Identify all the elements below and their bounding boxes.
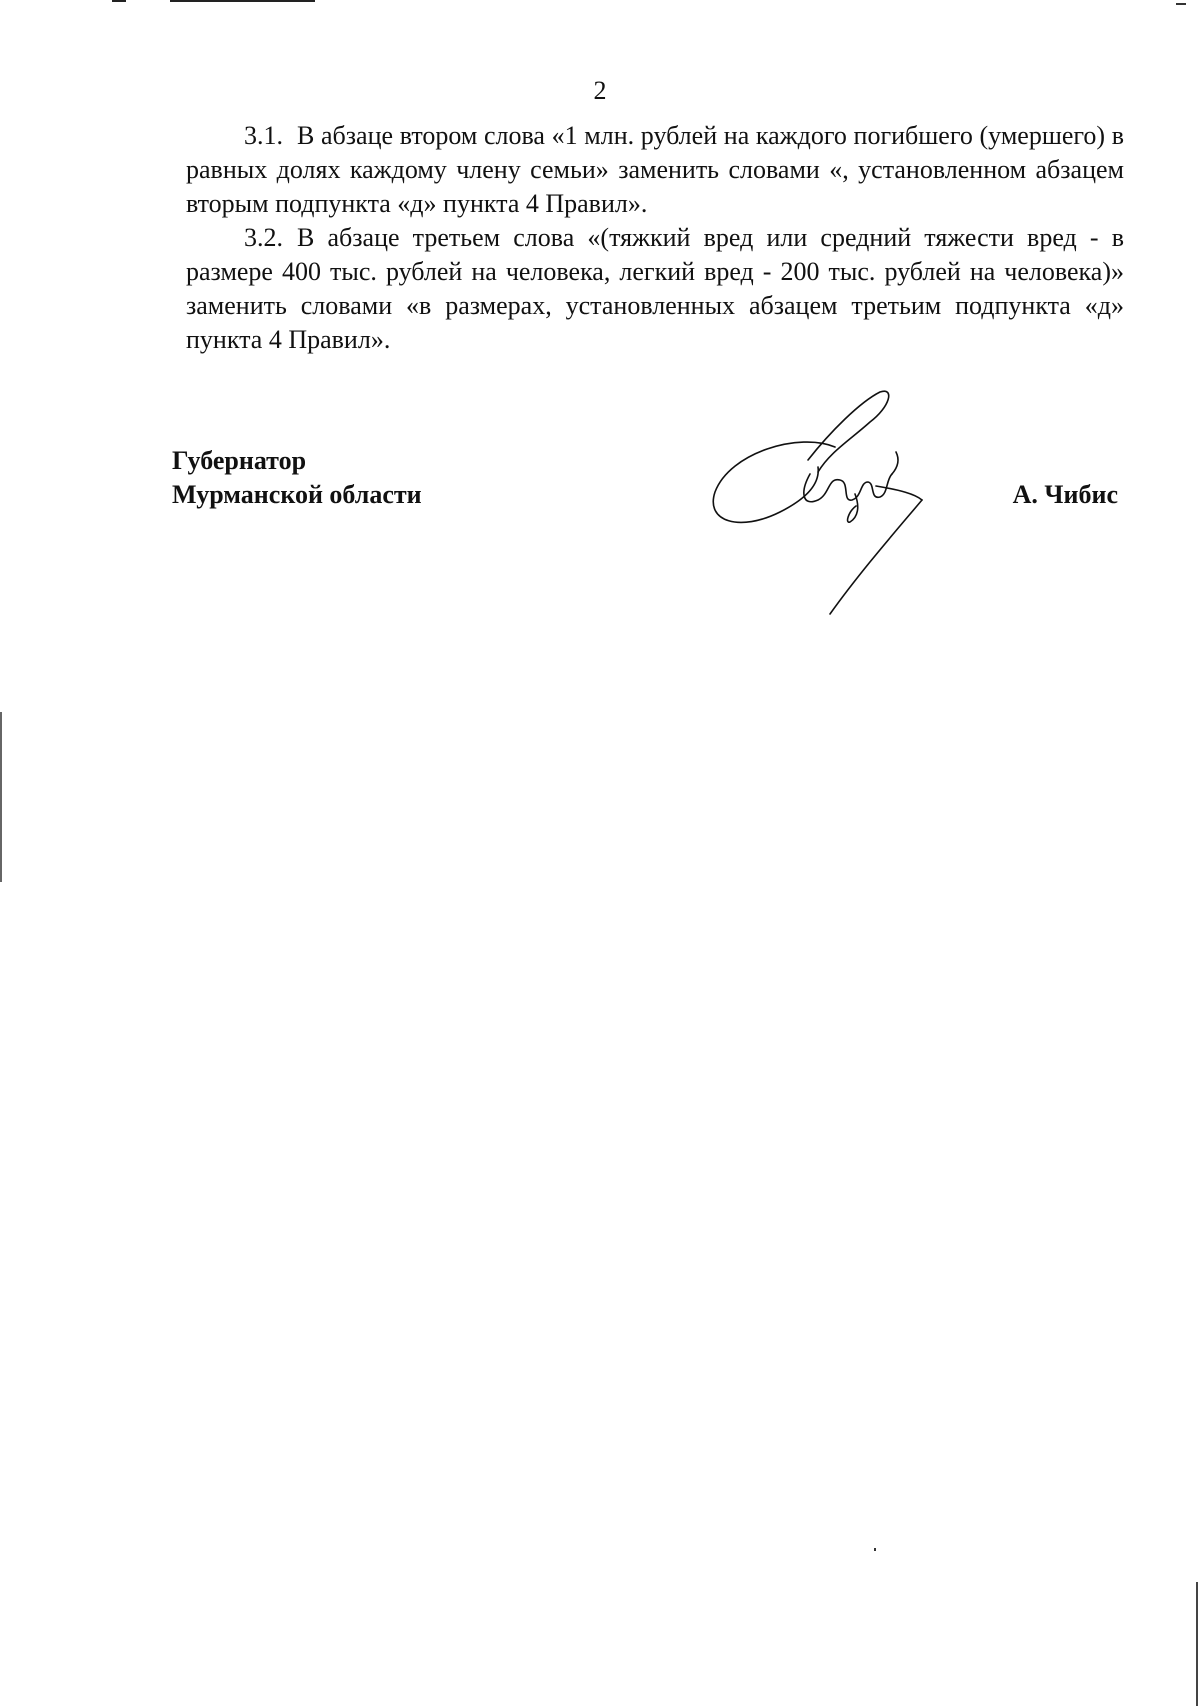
document-body [186, 119, 1124, 357]
handwritten-signature [700, 382, 950, 622]
signatory-title-line-2: Мурманской области [172, 480, 422, 509]
scan-artifact-right-edge [1196, 1582, 1198, 1706]
paragraph-text: В абзаце третьем слова «(тяжкий вред или средний тяжести вред - в размере 400 тыс. рублей на человека, легкий вред - 200 тыс. рублей на человека)» заменить словами «в размерах, установленных абзацем третьим подпункта «д» пункта 4 Правил». [186, 223, 1124, 354]
scan-artifact-top-left [112, 0, 126, 2]
paragraph-number: 3.1. [244, 121, 283, 150]
scan-artifact-left-edge [0, 712, 2, 882]
paragraph-number: 3.2. [244, 223, 283, 252]
scan-artifact-top-right [1176, 3, 1186, 5]
scan-artifact-top-line [170, 0, 315, 2]
paragraph-text: В абзаце втором слова «1 млн. рублей на каждого погибшего (умершего) в равных долях каждому члену семьи» заменить словами «, установленном абзацем вторым подпункта «д» пункта 4 Правил». [186, 121, 1124, 218]
paragraph-3-2 [186, 221, 1124, 357]
signatory-title [172, 444, 422, 512]
signatory-title-line-1: Губернатор [172, 446, 307, 475]
signatory-name: А. Чибис [1012, 480, 1118, 509]
page-number: 2 [593, 76, 607, 105]
paragraph-3-1 [186, 119, 1124, 221]
scan-artifact-dot [874, 1548, 876, 1551]
